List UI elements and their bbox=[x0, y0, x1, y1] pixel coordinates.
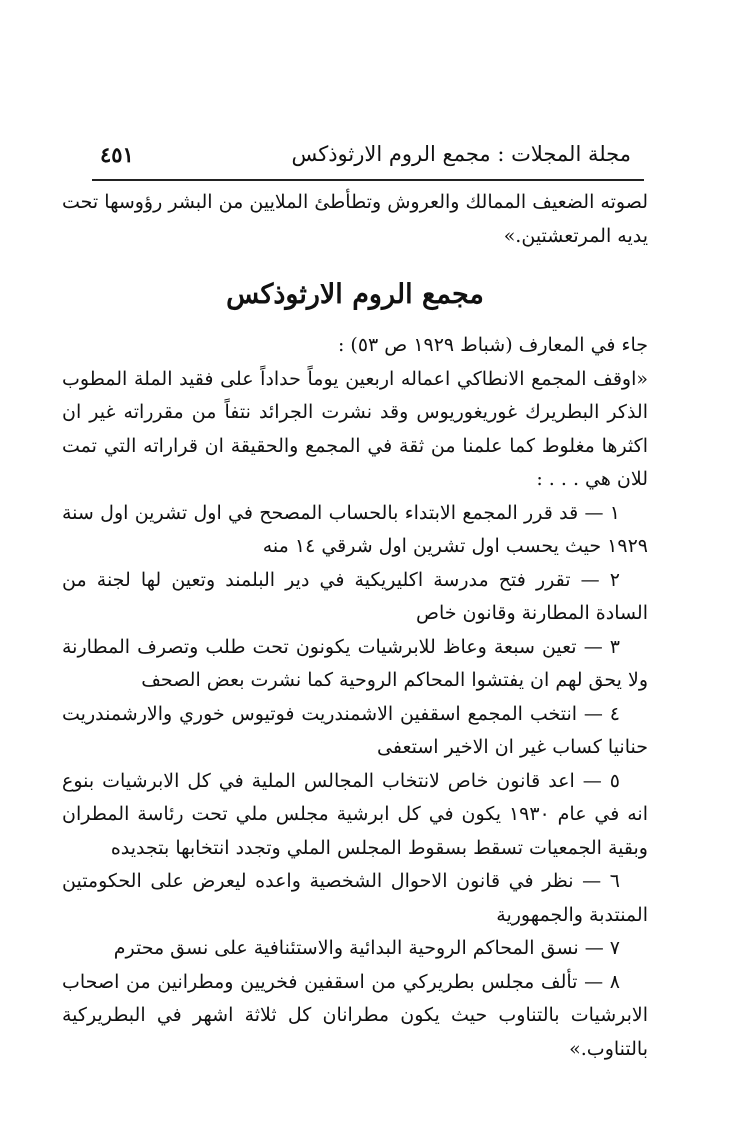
list-item: ٦ — نظر في قانون الاحوال الشخصية واعده ليعرض على الحكومتين المنتدبة والجمهورية bbox=[62, 870, 648, 926]
intro-paragraph: «اوقف المجمع الانطاكي اعماله اربعين يوماً حداداً على فقيد الملة المطوب الذكر البطريرك غوريغوريوس وقد نشرت الجرائد نتفاً من مقرراته غير ان اكثرها مغلوط كما علمنا من ثقة في المجمع والحقيقة ان قراراته التي تمت للان هي . . . : bbox=[62, 367, 648, 490]
running-title: مجلة المجلات : مجمع الروم الارثوذكس bbox=[291, 142, 631, 166]
page-number: ٤٥١ bbox=[100, 142, 134, 167]
source-line: جاء في المعارف (شباط ١٩٢٩ ص ٥٣) : bbox=[337, 334, 648, 356]
list-item: ٨ — تألف مجلس بطريركي من اسقفين فخريين ومطرانين من اصحاب الابرشيات بالتناوب حيث يكون مطرانان كل ثلاثة اشهر في البطريركية بالتناوب.» bbox=[62, 970, 648, 1060]
list-item: ٥ — اعد قانون خاص لانتخاب المجالس الملية في كل الابرشيات بنوع انه في عام ١٩٣٠ يكون في كل ابرشية مجلس ملي تحت رئاسة المطران وبقية الجمعيات تسقط بسقوط المجلس الملي وتجدد انتخابها بتجديده bbox=[62, 769, 648, 859]
header-rule bbox=[92, 179, 644, 181]
page-body bbox=[62, 186, 648, 1066]
continuation-paragraph: لصوته الضعيف الممالك والعروش وتطأطئ الملايين من البشر رؤوسها تحت يديه المرتعشتين.» bbox=[62, 191, 648, 247]
article-heading: مجمع الروم الارثوذكس bbox=[226, 279, 484, 310]
list-item: ٧ — نسق المحاكم الروحية البدائية والاستئنافية على نسق محترم bbox=[113, 937, 620, 959]
list-item: ٣ — تعين سبعة وعاظ للابرشيات يكونون تحت طلب وتصرف المطارنة ولا يحق لهم ان يفتشوا المحاكم الروحية كما نشرت بعض الصحف bbox=[62, 635, 648, 691]
running-header bbox=[100, 142, 631, 176]
list-item: ٤ — انتخب المجمع اسقفين الاشمندريت فوتيوس خوري والارشمندريت حنانيا كساب غير ان الاخير استعفى bbox=[62, 702, 648, 758]
list-item: ١ — قد قرر المجمع الابتداء بالحساب المصحح في اول تشرين اول سنة ١٩٢٩ حيث يحسب اول تشرين اول شرقي ١٤ منه bbox=[62, 501, 648, 557]
list-item: ٢ — تقرر فتح مدرسة اكليريكية في دير البلمند وتعين لها لجنة من السادة المطارنة وقانون خاص bbox=[62, 568, 648, 624]
